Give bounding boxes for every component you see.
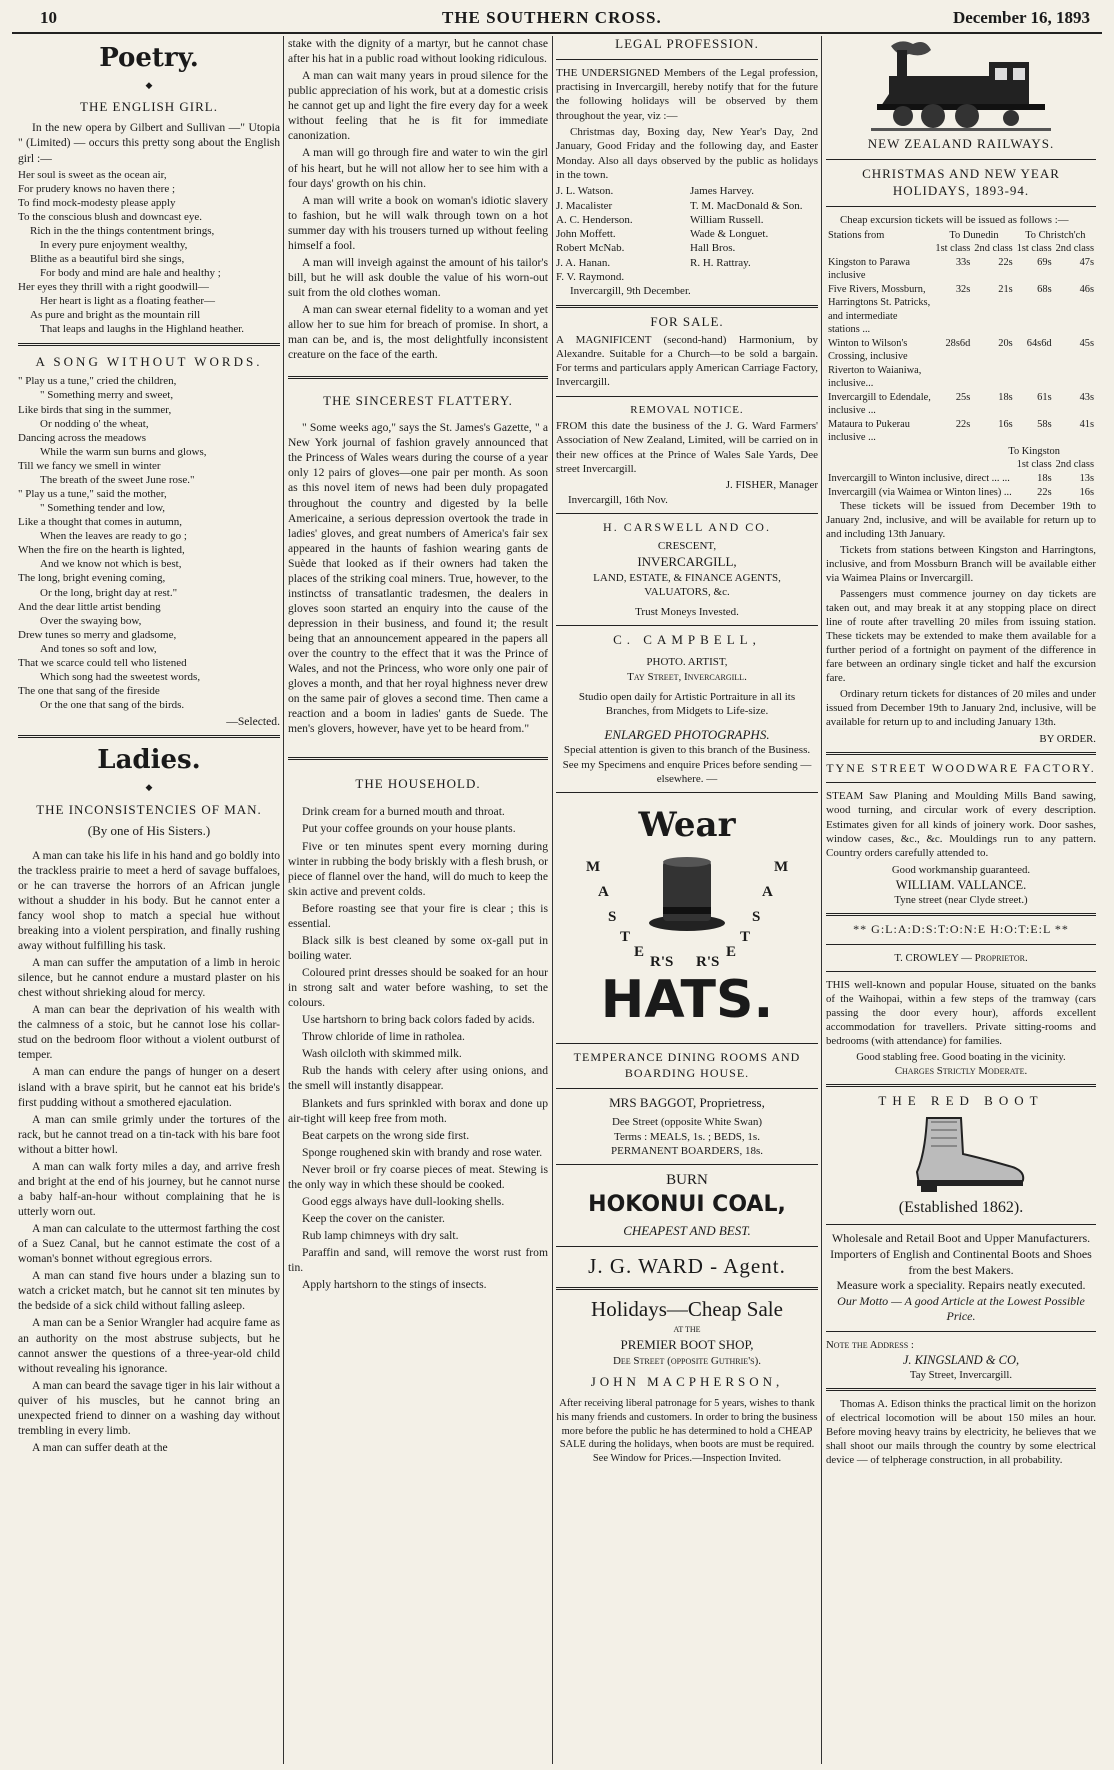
poem-intro: In the new opera by Gilbert and Sullivan —" Utopia " (Limited) — occurs this pretty song about the English girl :— [18,121,280,165]
fare-cell: 22s [1037,486,1052,498]
poem-line: Or the long, bright day at rest." [40,586,178,599]
signatory: John Moffett. [556,228,616,241]
table-header-row [826,445,1096,459]
ad-line: Terms : MEALS, 1s. ; BEDS, 1s. [614,1130,760,1143]
coal-agent: J. G. WARD - Agent. [588,1254,786,1279]
fare-cell: 16s [998,418,1013,430]
column-2 [288,36,548,1764]
fare-cell: 33s [955,256,971,268]
rail-note: These tickets will be issued from December 19th to January 2nd, inclusive, and will be available for return up to and including 13th January. [826,500,1096,541]
poem-line: Like birds that sing in the summer, [18,403,172,416]
table-row [826,337,1096,391]
red-boot-title: THE RED BOOT [878,1092,1044,1108]
coal-tagline: CHEAPEST AND BEST. [623,1223,751,1239]
gladstone-charges: Charges Strictly Moderate. [894,1064,1028,1077]
tip-paragraph: Coloured print dresses should be soaked for an hour in strong salt and water before washing, to set the colours. [288,966,548,1010]
tip-paragraph: Never broil or fry coarse pieces of meat. Stewing is the only way in which these should be cooked. [288,1162,548,1191]
poem-line: Blithe as a beautiful bird she sings, [30,253,185,266]
rail-order: BY ORDER. [1039,732,1096,745]
poem-line: For body and mind are hale and healthy ; [40,267,221,280]
edison-paragraph: Thomas A. Edison thinks the practical limit on the horizon of electrical locomotion will be about 150 miles an hour. Before moving heavy trains by electricity, he believes that we shall shoot our mails through the country by some electrical device — of telpherage construction, in all probability. [826,1398,1096,1467]
table-row [826,486,1096,500]
tyne-title: TYNE STREET WOODWARE FACTORY. [826,760,1096,775]
fare-cell: 41s [1079,418,1094,430]
poem-title-english-girl: THE ENGLISH GIRL. [80,99,218,115]
table-header: To Kingston [1008,445,1060,457]
tyne-address: Tyne street (near Clyde street.) [894,893,1028,906]
red-boot-address: Tay Street, Invercargill. [909,1369,1013,1382]
table-row [826,391,1096,418]
ad-line: Importers of English and Continental Boots and Shoes from the best Makers. [830,1247,1092,1277]
divider [288,376,548,379]
divider [556,1164,818,1165]
poem-line: Till we fancy we smell in winter [18,459,161,472]
red-boot-note: Note the Address : [826,1339,914,1352]
poem-line: And the dear little artist bending [18,600,161,613]
signatory: F. V. Raymond. [556,271,625,284]
article-paragraph: A man can endure the pangs of hunger on a desert island with a brave spirit, but he cannot eat his bride's first pudding without a smothered ejaculation. [18,1065,280,1109]
legal-signatories [556,184,818,284]
fare-cell: 61s [1037,391,1052,403]
fare-cell: 22s [998,256,1013,268]
divider [826,782,1096,783]
fare-from: Five Rivers, Mossburn, Harringtons St. Patricks, and intermediate stations ... [828,283,931,336]
masthead [12,6,1102,34]
fare-cell: 32s [955,283,971,295]
tip-paragraph: Rub lamp chimneys with dry salt. [302,1229,459,1243]
poem-line: " Play us a tune," cried the children, [18,375,177,388]
poem-credit: —Selected. [226,715,280,729]
hats-letter: R'S [696,954,720,971]
divider [556,625,818,626]
table-header: To Dunedin [949,229,999,241]
fare-cell: 64s6d [1026,337,1052,349]
campbell-name: C. CAMPBELL, [613,632,761,648]
hats-letter: M [774,859,789,876]
ad-line: LAND, ESTATE, & FINANCE AGENTS, [593,571,781,584]
divider [556,513,818,514]
poem-line: As pure and bright as the mountain rill [30,309,201,322]
temperance-ad [556,1115,818,1158]
tip-paragraph: Blankets and furs sprinkled with borax and done up air-tight will keep free from moth. [288,1096,548,1125]
fare-cell: 20s [998,337,1013,349]
poem-line: While the warm sun burns and glows, [40,445,207,458]
fare-cell: 16s [1079,486,1094,498]
poem-line: Or the one that sang of the birds. [40,699,185,712]
legal-date: Invercargill, 9th December. [570,285,691,298]
signatory: J. Macalister [556,199,613,212]
rail-note: Ordinary return tickets for distances of 20 miles and under issued from December 19th to January 2nd, inclusive, will be available for return up to and including January 13th. [826,688,1096,729]
ad-line: Our Motto — A good Article at the Lowest Possible Price. [837,1293,1085,1324]
class-label: 2nd class [1055,243,1094,255]
poem-line: Which song had the sweetest words, [40,671,201,684]
column-rule [552,36,553,1764]
poem-line: The long, bright evening coming, [18,572,166,585]
class-label: 2nd class [974,243,1013,255]
table-header-row [826,242,1096,256]
fare-cell: 13s [1079,472,1094,484]
poem-line: To find mock-modesty please apply [18,196,176,209]
divider [826,1331,1096,1332]
carswell-ad [556,539,818,619]
divider [18,735,280,738]
fare-cell: 47s [1079,256,1094,268]
divider [556,305,818,308]
divider [826,206,1096,207]
rail-note: Tickets from stations between Kingston and Harringtons, inclusive, and from Mossburn Branch will be available either via Waimea Plains or Invercargill. [826,544,1096,585]
hats-letter: M [586,859,601,876]
tip-paragraph: Throw chloride of lime in ratholea. [302,1030,465,1044]
fare-from: Invercargill to Edendale, inclusive ... [828,391,931,417]
poem-line: Dancing across the meadows [18,431,146,444]
divider [826,944,1096,945]
section-head-ladies: Ladies. [97,745,201,776]
section-head-poetry: Poetry. [99,43,199,73]
signatory: A. C. Henderson. [556,213,633,226]
article-title-household: THE HOUSEHOLD. [355,775,481,791]
locomotive-icon [871,36,1051,136]
hats-letter: E [634,944,645,961]
poem-line: When the leaves are ready to go ; [40,530,187,543]
article-paragraph: A man will go through fire and water to win the girl of his heart, but he will not allow her to see him with a four days' growth on his chin. [288,146,548,190]
article-paragraph: A man can walk forty miles a day, and arrive fresh and bright at the end of his journey, but he cannot nurse a baby half-an-hour without complaining that he is utterly worn out. [18,1159,280,1219]
table-row [826,256,1096,283]
poem-line: The breath of the sweet June rose." [40,473,195,486]
gladstone-title: ** G:L:A:D:S:T:O:N:E H:O:T:E:L ** [853,921,1069,936]
poem-line: And we know not which is best, [40,558,182,571]
removal-text: FROM this date the business of the J. G. Ward Farmers' Association of New Zealand, Limited, will be carried on in their new offices at the Prince of Wales Sale Yards, Dee street Invercargill. [556,420,818,475]
sale-footer: See Window for Prices.—Inspection Invited. [592,1452,782,1464]
fare-from: Winton to Wilson's Crossing, inclusive Riverton to Waianiwa, inclusive... [828,337,922,390]
ad-line: VALUATORS, &c. [644,585,730,598]
signatory: Robert McNab. [556,242,625,255]
table-header: Stations from [828,229,885,241]
table-row [826,283,1096,337]
divider [556,1246,818,1247]
article-paragraph: A man can stand five hours under a blazing sun to watch a cricket match, but he cannot sit ten minutes by the bedside of a sick child without falling asleep. [18,1269,280,1313]
legal-intro: THE UNDERSIGNED Members of the Legal profession, practising in Invercargill, hereby notify that for the future the following holidays will be observed by them throughout the year, viz :— [556,66,818,122]
fare-from: Mataura to Pukerau inclusive ... [828,418,910,444]
fare-cell: 22s [955,418,971,430]
red-boot-ad [826,1231,1096,1325]
fare-cell: 28s6d [945,337,971,349]
poem-line: " Play us a tune," said the mother, [18,488,167,501]
tip-paragraph: Rub the hands with celery after using onions, and the smell will instantly disappear. [288,1064,548,1093]
ad-line: Wholesale and Retail Boot and Upper Manufacturers. [831,1231,1091,1246]
fare-cell: 46s [1079,283,1094,295]
legal-days: Christmas day, Boxing day, New Year's Day, 2nd January, Good Friday and the following day, and Easter Monday. Also all days observed by the public as holidays in the town. [556,126,818,181]
fare-from: Invercargill (via Waimea or Winton lines) ... [828,486,1012,498]
tyne-name: WILLIAM. VALLANCE. [895,877,1027,892]
coal-name: HOKONUI COAL, [588,1191,786,1217]
article-paragraph: A man can calculate to the uttermost farthing the cost of a Suez Canal, but he cannot estimate the cost of a woman's bonnet without egregious errors. [18,1222,280,1266]
article-paragraph: A man will write a book on woman's idiotic slavery to fashion, but he will walk through town on a hot summer day with his trousers turned up without feeling himself a fool. [288,193,548,252]
ad-line: Tay Street, Invercargill. [627,670,747,683]
temperance-title: TEMPERANCE DINING ROOMS AND BOARDING HOUSE. [573,1050,801,1080]
sale-title: Holidays—Cheap Sale [591,1296,783,1321]
sale-text: A MAGNIFICENT (second-hand) Harmonium, by Alexandre. Suitable for a Church—to be sold a bargain. For terms and particulars apply American Carriage Factory, Invercargill. [556,333,818,389]
sale-owner: JOHN MACPHERSON, [590,1374,784,1390]
tip-paragraph: Sponge roughened skin with brandy and rose water. [302,1145,543,1159]
ad-title-removal: REMOVAL NOTICE. [630,403,744,416]
fare-cell: 25s [955,391,971,403]
red-boot-established: (Established 1862). [898,1198,1024,1216]
red-boot-firm: J. KINGSLAND & CO, [902,1353,1020,1368]
tip-paragraph: Apply hartshorn to the stings of insects. [302,1278,487,1292]
hats-letter: A [762,884,773,901]
gladstone-prop: T. CROWLEY — Proprietor. [894,951,1028,964]
ad-line: PERMANENT BOARDERS, 18s. [611,1145,763,1157]
ad-line: Measure work a speciality. Repairs neatly executed. [836,1278,1086,1293]
tip-paragraph: Drink cream for a burned mouth and throat. [302,805,505,819]
poem-line: Her soul is sweet as the ocean air, [18,168,167,181]
column-3 [556,36,818,1764]
ad-line: Dee Street (opposite White Swan) [611,1116,763,1129]
article-paragraph: " Some weeks ago," says the St. James's Gazette, " a New York journal of fashion gravely announced that the Princess of Wales wears during the course of a year only 12 pairs of gloves—one pair per month. As soon as this novel item of news had been duly propagated throughout the country and digested by la belle Americaine, a serious depression overtook the trade in ladies' gloves, and great numbers of America's fair sex appeared in the haunts of fashion wearing gants de Suède that looked as if their owners had taken the places of the striking coal miners. True, however, to the instinctss of transatlantic tradesmen, the dealers in gloves soon started an enquiry into the cause of the depression in their business, and found it; the result being that an announcement appeared in the papers all over the country to the effect that it was the Prince of Wales, and not the Princess, who wore only one pair of gloves a month, and that her royal highness never drew on the same pair of gloves a second time. Then came a reaction and a boom in ladies' gants de Suede. The men's glovers, however, have yet to be heard from." [288,421,548,736]
tip-paragraph: Put your coffee grounds on your house plants. [302,822,516,836]
article-paragraph: stake with the dignity of a martyr, but he cannot chase after his hat in a public road without looking ridiculous. [288,37,548,66]
divider [826,159,1096,160]
fare-cell: 18s [998,391,1013,403]
rail-title: NEW ZEALAND RAILWAYS. [867,136,1055,151]
divider [826,752,1096,755]
sale-address: Dee Street (opposite Guthrie's). [612,1355,762,1368]
article-paragraph: A man can suffer death at the [32,1440,168,1454]
divider [556,396,818,397]
article-paragraph: A man can suffer the amputation of a limb in heroic silence, but he cannot endure a mustard plaster on his chest without shrieking aloud for mercy. [18,956,280,1000]
ornament-diamond: ◆ [145,79,153,90]
signatories-left [556,184,684,284]
tip-paragraph: Paraffin and sand, will remove the worst rust from tin. [288,1246,548,1275]
poem-line: Her heart is light as a floating feather— [40,295,216,308]
ad-line: Trust Moneys Invested. [635,606,739,619]
hats-letter: A [598,884,609,901]
table-header-row [826,458,1096,472]
column-1 [18,36,280,1764]
hats-letter: R'S [650,954,674,971]
rail-fares-table [826,229,1096,499]
hats-letter: E [726,944,737,961]
article-byline: (By one of His Sisters.) [87,822,211,838]
tip-paragraph: Before roasting see that your fire is clear ; this is essential. [288,901,548,930]
signatory: R. H. Rattray. [690,256,751,269]
tip-paragraph: Keep the cover on the canister. [302,1211,445,1225]
divider [556,1043,818,1044]
rail-note: Passengers must commence journey on day tickets are taken out, and may break it at any stopping place on direct line of route after travelling 20 miles from issuing station. These tickets may be extended to make them available for a further period of a fortnight on payment of the difference in fare between an ordinary single ticket and half the excursion fare. [826,588,1096,685]
hats-ad [556,803,818,1033]
fare-cell: 69s [1037,256,1052,268]
ad-line: INVERCARGILL, [637,553,737,569]
hats-letter: T [740,929,751,946]
poem-line: When the fire on the hearth is lighted, [18,544,185,557]
hats-wear: Wear [638,805,736,846]
divider [826,971,1096,972]
poem-line: " Something tender and low, [40,502,166,515]
divider [556,59,818,60]
poem-line: Like a thought that comes in autumn, [18,516,183,529]
enlarged-text: Special attention is given to this branch of the Business. See my Specimens and enquire Prices before sending — elsewhere. — [562,744,812,786]
gladstone-stabling: Good stabling free. Good boating in the vicinity. [856,1050,1066,1063]
article-title-flattery: THE SINCEREST FLATTERY. [323,393,513,409]
poem-line: Her eyes they thrill with a right goodwill— [18,281,209,294]
article-paragraph: A man will inveigh against the amount of his tailor's bill, but he will ask double the value of his worn-out suit from the old clothes woman. [288,255,548,299]
ad-line: CRESCENT, [657,540,717,553]
ad-line: Studio open daily for Artistic Portraiture in all its Branches, from Midgets to Life-size. [578,690,796,718]
rail-subtitle: CHRISTMAS AND NEW YEAR HOLIDAYS, 1893-94. [862,165,1060,198]
signatory: James Harvey. [690,185,755,198]
signatory: J. L. Watson. [556,185,614,198]
poem-line: Rich in the the things contentment brings, [30,224,215,237]
sale-at: AT THE [673,1324,701,1334]
poem-line: The one that sang of the fireside [18,685,160,698]
divider [826,1224,1096,1225]
poem-line: For prudery knows no haven there ; [18,182,176,195]
article-paragraph: A man can swear eternal fidelity to a woman and yet allow her to sue him for breach of promise. In short, a man can be, and is, the most delightfully inconsistent creature on the face of the earth. [288,303,548,362]
poem-english-girl [18,168,280,337]
poem-line: Or nodding o' the wheat, [40,417,149,430]
article-paragraph: A man can wait many years in proud silence for the public appreciation of his work, but at a domestic crisis he cannot get up and light the fire every day for a week without feeling that he is fit for immediate canonization. [288,69,548,143]
class-label: 2nd class [1055,459,1094,471]
carswell-name: H. CARSWELL AND CO. [603,519,771,534]
divider [826,913,1096,916]
top-hat-icon [647,853,727,933]
rail-intro: Cheap excursion tickets will be issued as follows :— [840,213,1069,226]
signatories-right [690,184,818,284]
poem-line: That leaps and laughs in the Highland heather. [40,323,245,336]
fare-from: Invercargill to Winton inclusive, direct ... ... [828,472,1010,484]
signatory: Wade & Longuet. [690,228,769,241]
tip-paragraph: Good eggs always have dull-looking shells. [302,1194,505,1208]
coal-burn: BURN [666,1172,708,1189]
poem-song-without-words [18,374,280,712]
signatory: T. M. MacDonald & Son. [690,199,803,212]
table-row [826,472,1096,486]
article-paragraph: A man can take his life in his hand and go boldly into the trackless prairie to meet a herd of savage buffaloes, or he can traverse the horrors of an African jungle without a shudder in his body. But he cannot enter a fancy wool shop to match a special hue without breaking into a violent perspiration, and finally rushing away without fulfilling his task. [18,848,280,952]
tip-paragraph: Use hartshorn to bring back colors faded by acids. [302,1013,535,1027]
hats-letter: S [752,909,761,926]
signatory: Hall Bros. [690,242,736,255]
poem-line: Over the swaying bow, [40,614,142,627]
column-4 [826,36,1096,1764]
removal-date: Invercargill, 16th Nov. [568,493,668,506]
sale-text: After receiving liberal patronage for 5 years, wishes to thank his many friends and customers. In order to bring the business more before the public he has determined to hold a CHEAP SALE during the holidays, when boots are must be required. [556,1398,818,1451]
fare-cell: 45s [1079,337,1094,349]
fare-cell: 58s [1037,418,1052,430]
ad-title-legal: LEGAL PROFESSION. [615,36,759,51]
removal-sign: J. FISHER, Manager [725,479,818,492]
ornament-diamond: ◆ [145,782,153,793]
fare-cell: 18s [1037,472,1052,484]
issue-date: December 16, 1893 [952,8,1090,27]
tip-paragraph: Five or ten minutes spent every morning during winter in rubbing the body briskly with a flesh brush, or piece of flannel over the hand, will do much to keep the skin active and prevent colds. [288,839,548,898]
divider [18,343,280,346]
poem-line: In every pure enjoyment wealthy, [40,238,188,251]
article-title-inconsistencies: THE INCONSISTENCIES OF MAN. [36,801,262,817]
ad-line: PHOTO. ARTIST, [646,656,728,669]
column-rule [821,36,822,1764]
divider [288,757,548,760]
hats-letter: S [608,909,617,926]
article-paragraph: A man can beard the savage tiger in his lair without a quiver of his muscles, but he cannot bring an unexpected friend to dinner on a washing day without trembling in every limb. [18,1378,280,1437]
fare-cell: 68s [1037,283,1052,295]
page-number: 10 [40,8,57,27]
poem-line: To the conscious blush and downcast eye. [18,210,203,223]
enlarged-title: ENLARGED PHOTOGRAPHS. [604,726,770,742]
poem-line: That we scarce could tell who listened [18,656,187,669]
divider [556,792,818,793]
gladstone-text: THIS well-known and popular House, situated on the banks of the Waihopai, within a few steps of the tramway (cars passing the door every hour), affords excellent accommodation for travellers. Private sitting-rooms and bedrooms (with attendance) for families. [826,978,1096,1047]
fare-from: Kingston to Parawa inclusive [828,256,910,282]
poem-line: " Something merry and sweet, [40,389,174,402]
article-paragraph: A man can be a Senior Wrangler had acquire fame as an authority on the most abstruse subjects, but he cannot answer the questions of a three-year-old child without revealing his ignorance. [18,1316,280,1375]
fare-cell: 21s [998,283,1013,295]
article-paragraph: A man can smile grimly under the tortures of the rack, but he cannot tread on a tin-tack with his bare foot without a bitter howl. [18,1112,280,1156]
signatory: J. A. Hanan. [556,256,611,269]
newspaper-title: THE SOUTHERN CROSS. [442,8,662,27]
hats-big: HATS. [600,970,774,1031]
class-label: 1st class [1016,243,1052,255]
tyne-text: STEAM Saw Planing and Moulding Mills Band sawing, wood turning, and circular work of every description. Estimates given for all kinds of joinery work. Door sashes, window cases, &c., &c. Mouldings run to any pattern. Country orders carefully attended to. [826,790,1096,860]
column-rule [283,36,284,1764]
campbell-ad [556,655,818,786]
poem-line: Drew tunes so merry and gladsome, [18,628,177,641]
class-label: 1st class [1016,459,1052,471]
hats-letter: T [620,929,631,946]
table-header: To Christch'ch [1025,229,1086,241]
temperance-prop: MRS BAGGOT, Proprietress, [609,1094,765,1110]
sale-shop: PREMIER BOOT SHOP, [620,1337,754,1353]
divider [556,1088,818,1089]
table-row [826,418,1096,445]
divider [556,1287,818,1290]
tyne-guarantee: Good workmanship guaranteed. [891,863,1031,876]
table-header-row [826,229,1096,243]
article-paragraph: A man can bear the deprivation of his wealth with the calmness of a stoic, but he cannot lose his collar-stud on the bedroom floor without a violent outburst of temper. [18,1003,280,1062]
class-label: 1st class [935,243,971,255]
signatory: William Russell. [690,213,764,226]
divider [826,1388,1096,1391]
tip-paragraph: Black silk is best cleaned by some ox-gall put in boiling water. [288,933,548,962]
ad-title-sale: FOR SALE. [650,313,724,329]
divider [826,1084,1096,1087]
poem-title-song: A SONG WITHOUT WORDS. [35,353,263,369]
fare-cell: 43s [1079,391,1094,403]
tip-paragraph: Beat carpets on the wrong side first. [302,1128,470,1142]
boot-icon [891,1114,1031,1194]
tip-paragraph: Wash oilcloth with skimmed milk. [302,1047,462,1061]
poem-line: And tones so soft and low, [40,642,157,655]
